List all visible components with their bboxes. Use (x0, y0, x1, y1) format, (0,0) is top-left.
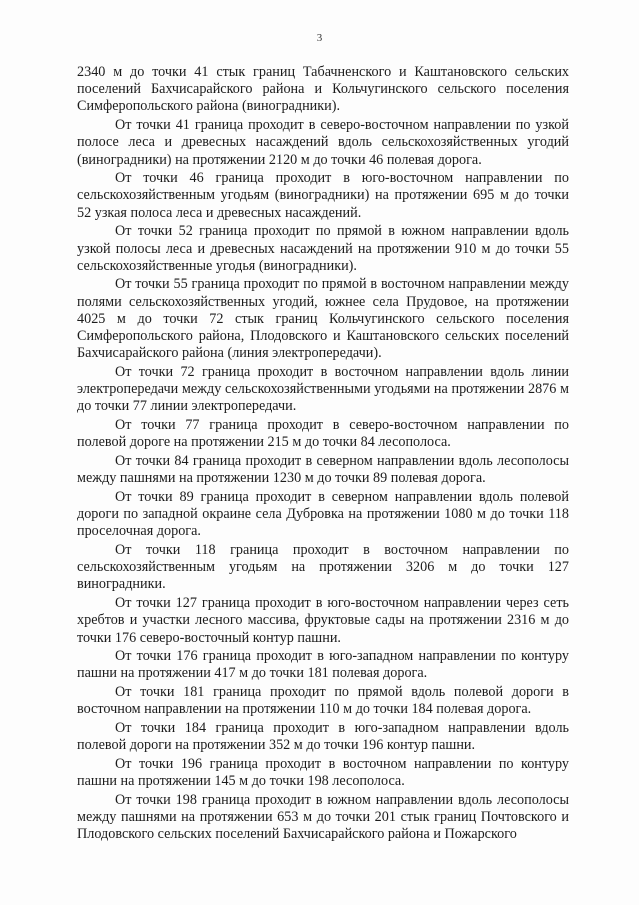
paragraph-8: От точки 84 граница проходит в северном направлении вдоль лесополосы между пашнями на протяжении 1230 м до точки 89 полевая дорога. (77, 452, 569, 487)
paragraph-6: От точки 72 граница проходит в восточном направлении вдоль линии электропередачи между сельскохозяйственными угодьями на протяжении 2876 м до точки 77 линии электропередачи. (77, 363, 569, 415)
paragraph-2: От точки 41 граница проходит в северо-восточном направлении по узкой полосе леса и древесных насаждений вдоль сельскохозяйственных угодий (виноградники) на протяжении 2120 м до точки 46 полевая дорога. (77, 117, 569, 168)
paragraph-3: От точки 46 граница проходит в юго-восточном направлении по сельскохозяйственным угодьям (виноградники) на протяжении 695 м до точки 52 узкая полоса леса и древесных насаждений. (77, 170, 569, 221)
paragraph-14: От точки 184 граница проходит в юго-западном направлении вдоль полевой дороги на протяжении 352 м до точки 196 контур пашни. (77, 720, 569, 754)
paragraph-10: От точки 118 граница проходит в восточном направлении по сельскохозяйственным угодьям на протяжении 3206 м до точки 127 виноградники. (77, 541, 569, 593)
paragraph-1: 2340 м до точки 41 стык границ Табачненского и Каштановского сельских поселений Бахчисарайского района и Кольчугинского сельского поселения Симферопольского района (виноградники). (77, 64, 569, 115)
paragraph-9: От точки 89 граница проходит в северном направлении вдоль полевой дороги по западной окраине села Дубровка на протяжении 1080 м до точки 118 проселочная дорога. (77, 488, 569, 540)
paragraph-5: От точки 55 граница проходит по прямой в восточном направлении между полями сельскохозяйственных угодий, южнее села Прудовое, на протяжении 4025 м до точки 72 стык границ Кольчугинского сельского поселения Симферопольского района, Плодовского и Каштановского сельских поселений Бахчисарайского района (линия электропередачи). (77, 276, 569, 362)
paragraph-16: От точки 198 граница проходит в южном направлении вдоль лесополосы между пашнями на протяжении 653 м до точки 201 стык границ Почтовского и Плодовского сельских поселений Бахчисарайского района и Пожарского (77, 791, 569, 843)
paragraph-15: От точки 196 граница проходит в восточном направлении по контуру пашни на протяжении 145 м до точки 198 лесополоса. (77, 755, 569, 790)
document-body (77, 64, 569, 845)
paragraph-7: От точки 77 граница проходит в северо-восточном направлении по полевой дороге на протяжении 215 м до точки 84 лесополоса. (77, 417, 569, 451)
paragraph-4: От точки 52 граница проходит по прямой в южном направлении вдоль узкой полосы леса и древесных насаждений на протяжении 910 м до точки 55 сельскохозяйственные угодья (виноградники). (77, 223, 569, 274)
paragraph-12: От точки 176 граница проходит в юго-западном направлении по контуру пашни на протяжении 417 м до точки 181 полевая дорога. (77, 648, 569, 682)
paragraph-13: От точки 181 граница проходит по прямой вдоль полевой дороги в восточном направлении на протяжении 110 м до точки 184 полевая дорога. (77, 684, 569, 718)
page-number: 3 (316, 32, 323, 44)
paragraph-11: От точки 127 граница проходит в юго-восточном направлении через сеть хребтов и участки лесного массива, фруктовые сады на протяжении 2316 м до точки 176 северо-восточный контур пашни. (77, 595, 569, 646)
